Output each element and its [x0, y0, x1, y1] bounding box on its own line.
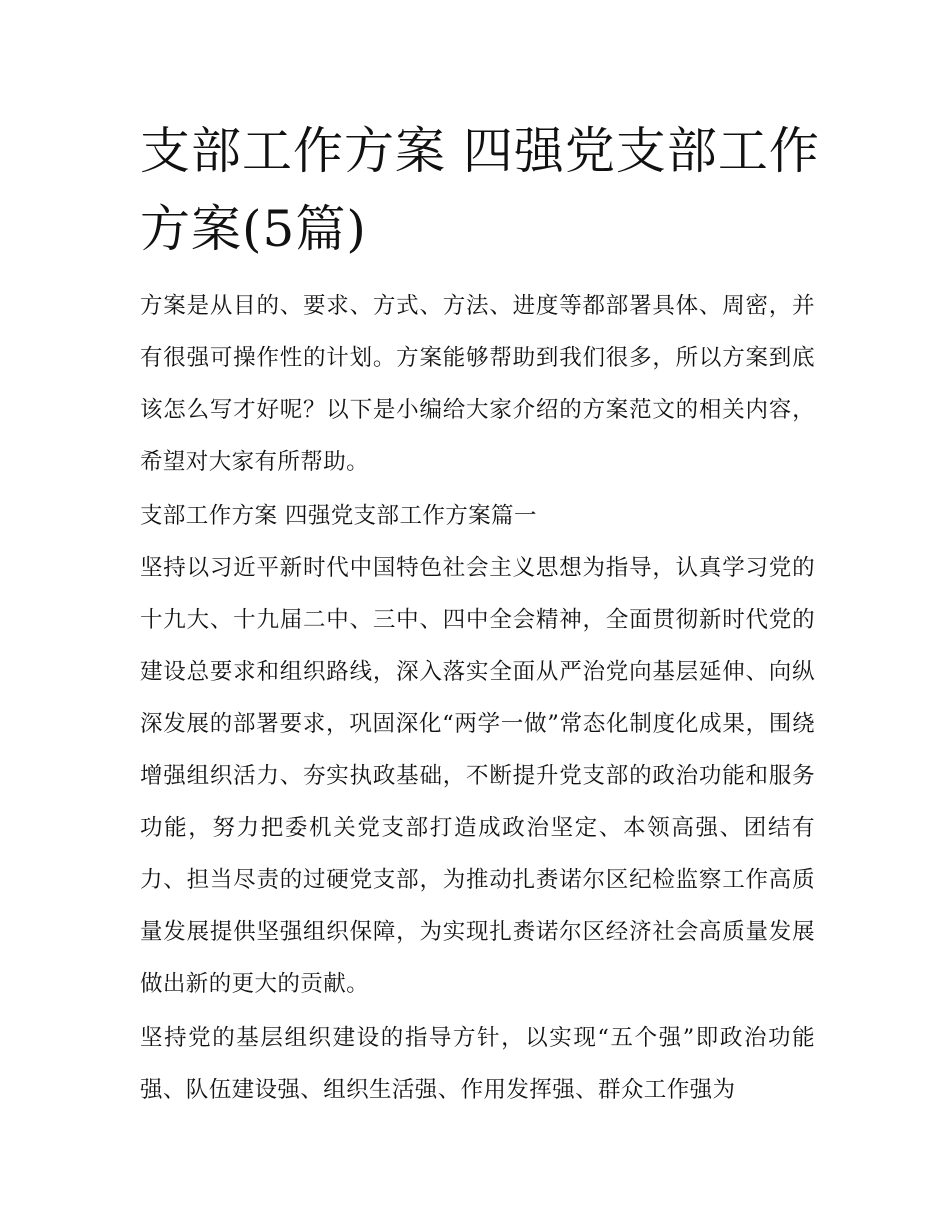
section-heading: 支部工作方案 四强党支部工作方案篇一 [140, 503, 537, 529]
document-title: 支部工作方案 四强党支部工作方案(5篇) [140, 122, 820, 258]
body-paragraph: 坚持以习近平新时代中国特色社会主义思想为指导，认真学习党的十九大、十九届二中、三中、四中全会精神，全面贯彻新时代党的建设总要求和组织路线，深入落实全面从严治党向基层延伸、向纵深发展的部署要求，巩固深化“两学一做”常态化制度化成果，围绕增强组织活力、夯实执政基础，不断提升党支部的政治功能和服务功能，努力把委机关党支部打造成政治坚定、本领高强、团结有力、担当尽责的过硬党支部，为推动扎赉诺尔区纪检监察工作高质量发展提供坚强组织保障，为实现扎赉诺尔区经济社会高质量发展做出新的更大的贡献。 [140, 555, 815, 997]
document-body [140, 280, 815, 1118]
intro-paragraph: 方案是从目的、要求、方式、方法、进度等都部署具体、周密，并有很强可操作性的计划。方案能够帮助到我们很多，所以方案到底该怎么写才好呢？以下是小编给大家介绍的方案范文的相关内容，希望对大家有所帮助。 [140, 293, 815, 475]
body-paragraph: 坚持党的基层组织建设的指导方针，以实现“五个强”即政治功能强、队伍建设强、组织生活强、作用发挥强、群众工作强为 [140, 1025, 815, 1103]
